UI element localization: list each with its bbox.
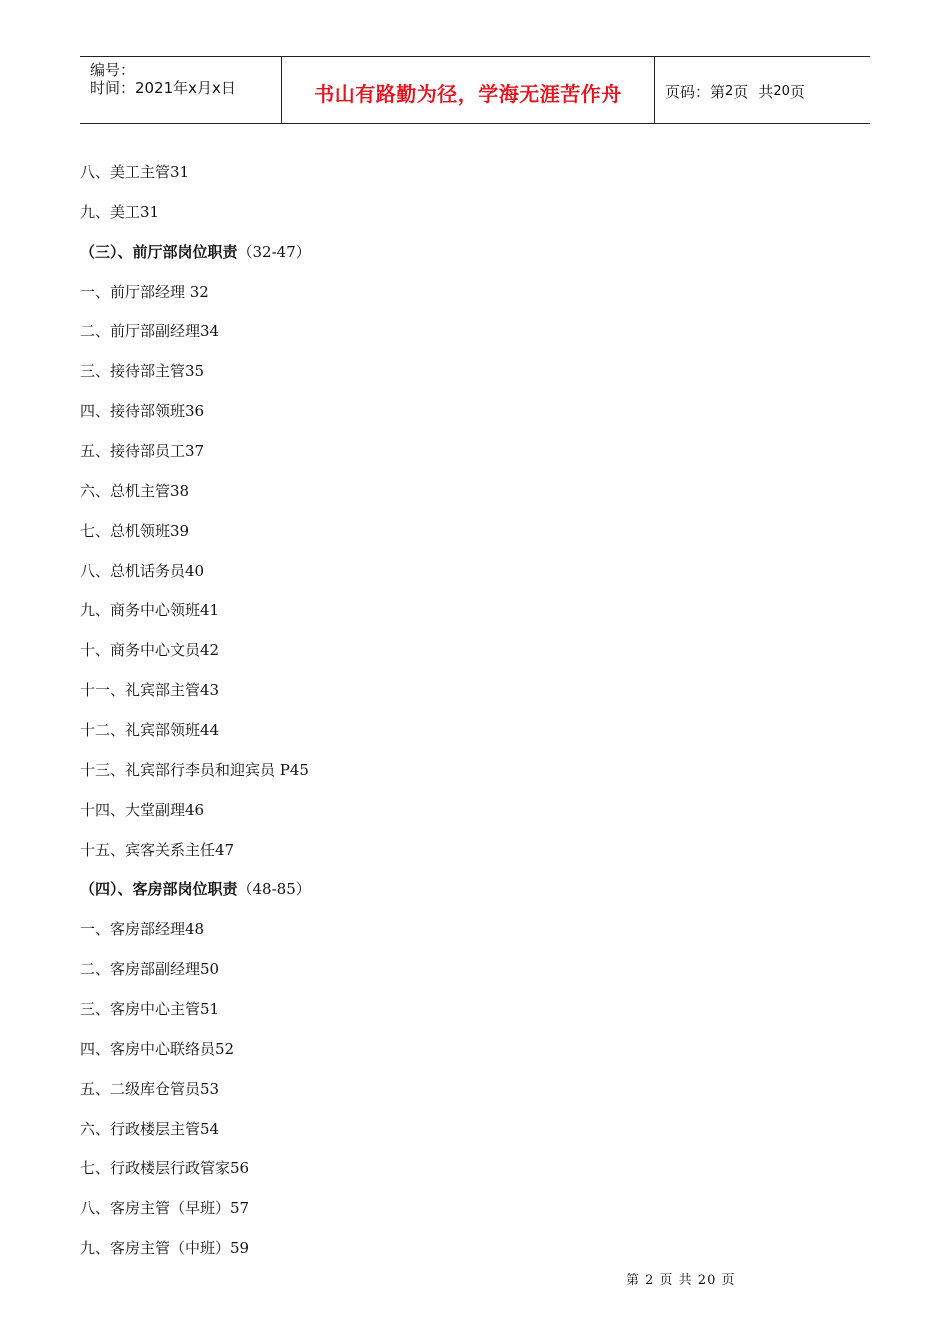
page-number: 2 [725, 83, 734, 99]
toc-entry: 二、客房部副经理50 [80, 960, 220, 979]
toc-entry: 四、客房中心联络员52 [80, 1039, 235, 1058]
section-page-range: （48-85） [237, 880, 311, 899]
toc-entry: 九、客房主管（中班）59 [80, 1239, 250, 1258]
toc-entry: 九、美工31 [80, 202, 160, 221]
document-number-label: 编号： [90, 61, 136, 79]
toc-entry: 八、客房主管（早班）57 [80, 1199, 250, 1218]
toc-entry: 十、商务中心文员42 [80, 641, 220, 660]
section-title: （四）、客房部岗位职责 [80, 880, 238, 899]
toc-entry: 五、接待部员工37 [80, 442, 205, 461]
toc-entry: 十三、礼宾部行李员和迎宾员 P45 [80, 760, 309, 779]
toc-entry: 八、美工主管31 [80, 163, 190, 181]
section-page-range: （32-47） [237, 242, 311, 261]
section-title: （三）、前厅部岗位职责 [80, 242, 238, 261]
toc-entry: 十一、礼宾部主管43 [80, 681, 220, 700]
header-motto-cell [281, 57, 655, 123]
document-time: 时间：2021年x月x日 [90, 79, 236, 97]
toc-entry: 六、总机主管38 [80, 481, 190, 500]
toc-section-heading [80, 878, 870, 918]
page-total-suffix: 页 [789, 82, 805, 101]
toc-section-heading [80, 241, 870, 281]
toc-entry: 一、前厅部经理 32 [80, 282, 209, 301]
toc-entry: 三、接待部主管35 [80, 362, 205, 381]
toc-entry: 八、总机话务员40 [80, 561, 205, 580]
page-label-suffix: 页 [733, 82, 749, 101]
header-page-info [655, 57, 870, 123]
toc-entry: 六、行政楼层主管54 [80, 1119, 220, 1138]
page-label: 页码：第 [665, 82, 726, 101]
toc-entry: 十二、礼宾部领班44 [80, 721, 220, 740]
page-total-label: 共 [758, 82, 774, 101]
toc-entry: 三、客房中心主管51 [80, 1000, 220, 1019]
page-header [80, 56, 870, 124]
toc-entry: 一、客房部经理48 [80, 920, 205, 939]
page-footer: 第 2 页 共 20 页 [626, 1273, 736, 1288]
header-motto: 书山有路勤为径，学海无涯苦作舟 [314, 81, 622, 106]
page-total: 20 [773, 83, 790, 99]
toc-entry: 十五、宾客关系主任47 [80, 840, 235, 859]
table-of-contents [80, 161, 870, 1277]
toc-entry: 四、接待部领班36 [80, 402, 205, 421]
toc-entry: 十四、大堂副理46 [80, 800, 205, 819]
toc-entry: 九、商务中心领班41 [80, 601, 220, 620]
header-meta [80, 57, 281, 123]
toc-entry: 五、二级库仓管员53 [80, 1079, 220, 1098]
toc-entry: 二、前厅部副经理34 [80, 322, 220, 341]
toc-entry: 七、总机领班39 [80, 521, 190, 540]
toc-entry: 七、行政楼层行政管家56 [80, 1159, 250, 1178]
